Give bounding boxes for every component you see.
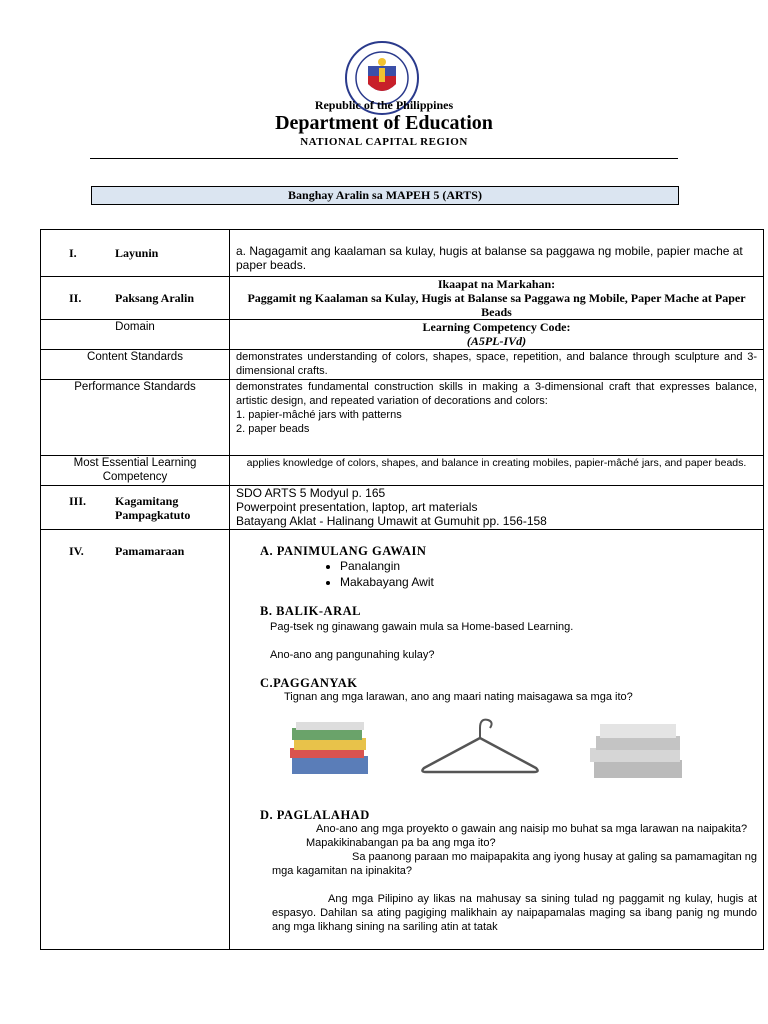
lesson-plan-table — [40, 229, 764, 950]
kagamitan-line: Batayang Aklat - Halinang Umawit at Gumuhit pp. 156-158 — [236, 514, 547, 528]
section-a-title: A. PANIMULANG GAWAIN — [260, 544, 427, 558]
row-label: Kagamitang — [115, 493, 179, 508]
row-pamamaraan — [41, 530, 764, 950]
row-label: Layunin — [115, 246, 159, 260]
row-kagamitan — [41, 486, 764, 530]
performance-item: 2. paper beads — [236, 423, 310, 435]
row-label: Most Essential Learning Competency — [41, 456, 230, 486]
lesson-plan-title: Banghay Aralin sa MAPEH 5 (ARTS) — [91, 186, 679, 205]
republic-text: Republic of the Philippines — [314, 98, 454, 112]
row-label: Pampagkatuto — [115, 507, 191, 522]
row-performance-standards — [41, 380, 764, 456]
region-text: NATIONAL CAPITAL REGION — [300, 136, 468, 148]
row-label: Performance Standards — [41, 380, 230, 456]
performance-standards-text: demonstrates fundamental construction skills in making a 3-dimensional craft that expresses balance, artistic design, and repeated variation of decorations and colors: — [236, 381, 757, 407]
melc-text: applies knowledge of colors, shapes, and balance in creating mobiles, papier-mâché jars, and paper beads. — [246, 457, 747, 469]
pagganyak-line: Tignan ang mga larawan, ano ang maari nating maisagawa sa mga ito? — [284, 691, 633, 703]
section-d-title: D. PAGLALAHAD — [260, 808, 370, 822]
paksa-topic: Paggamit ng Kaalaman sa Kulay, Hugis at Balanse sa Paggawa ng Mobile, Paper Mache at Paper Beads — [247, 291, 746, 319]
kagamitan-line: Powerpoint presentation, laptop, art materials — [236, 500, 478, 514]
paglalahad-question: Sa paanong paraan mo maipapakita ang iyong husay at galing sa pamamagitan ng mga kagamitan na ipinakita? — [272, 851, 757, 877]
kagamitan-line: SDO ARTS 5 Modyul p. 165 — [236, 486, 386, 500]
balik-aral-line: Pag-tsek ng ginawang gawain mula sa Home-based Learning. — [270, 621, 574, 633]
row-number: I. — [69, 246, 77, 260]
section-c-title: C.PAGGANYAK — [260, 676, 358, 690]
row-domain — [41, 320, 764, 350]
row-label: Pamamaraan — [115, 544, 185, 558]
row-paksang-aralin — [41, 277, 764, 320]
list-item: • Makabayang Awit — [340, 574, 757, 590]
row-content-standards — [41, 350, 764, 380]
list-item: • Panalangin — [340, 558, 757, 574]
paksa-quarter: Ikaapat na Markahan: — [437, 277, 556, 291]
row-label: Domain — [41, 320, 230, 350]
row-label: Paksang Aralin — [115, 291, 195, 305]
header-divider — [90, 158, 678, 159]
newspapers-image — [590, 722, 686, 780]
competency-code: (A5PL-IVd) — [466, 334, 527, 348]
layunin-content: a. Nagagamit ang kaalaman sa kulay, hugis at balanse sa paggawa ng mobile, papier mache at paper beads. — [236, 244, 743, 272]
paglalahad-paragraph: Ang mga Pilipino ay likas na mahusay sa sining tulad ng paggamit ng kulay, hugis at espasyo. Dahilan sa ating pagiging malikhain ay naipapamalas maging sa ibang panig ng mundo ang mga likhang sining na sariling atin at tatak — [272, 893, 757, 933]
content-standards-text: demonstrates understanding of colors, shapes, space, repetition, and balance through sculpture and 3- dimensional crafts. — [236, 351, 757, 377]
performance-item: 1. papier-mâché jars with patterns — [236, 409, 402, 421]
competency-code-label: Learning Competency Code: — [422, 320, 571, 334]
row-number: IV. — [69, 544, 84, 558]
row-melc — [41, 456, 764, 486]
section-a-list — [270, 558, 757, 590]
hanger-image — [420, 710, 540, 780]
magazines-image — [290, 722, 370, 778]
pagganyak-images — [270, 710, 757, 798]
row-number: II. — [69, 291, 82, 305]
paglalahad-question: Ano-ano ang mga proyekto o gawain ang naisip mo buhat sa mga larawan na naipakita? — [316, 823, 748, 835]
row-layunin — [41, 230, 764, 277]
paglalahad-question: Mapakikinabangan pa ba ang mga ito? — [306, 837, 496, 849]
balik-aral-line: Ano-ano ang pangunahing kulay? — [270, 649, 435, 661]
section-b-title: B. BALIK-ARAL — [260, 604, 361, 618]
row-label: Content Standards — [41, 350, 230, 380]
row-number: III. — [69, 493, 87, 508]
department-title: Department of Education — [275, 112, 493, 134]
